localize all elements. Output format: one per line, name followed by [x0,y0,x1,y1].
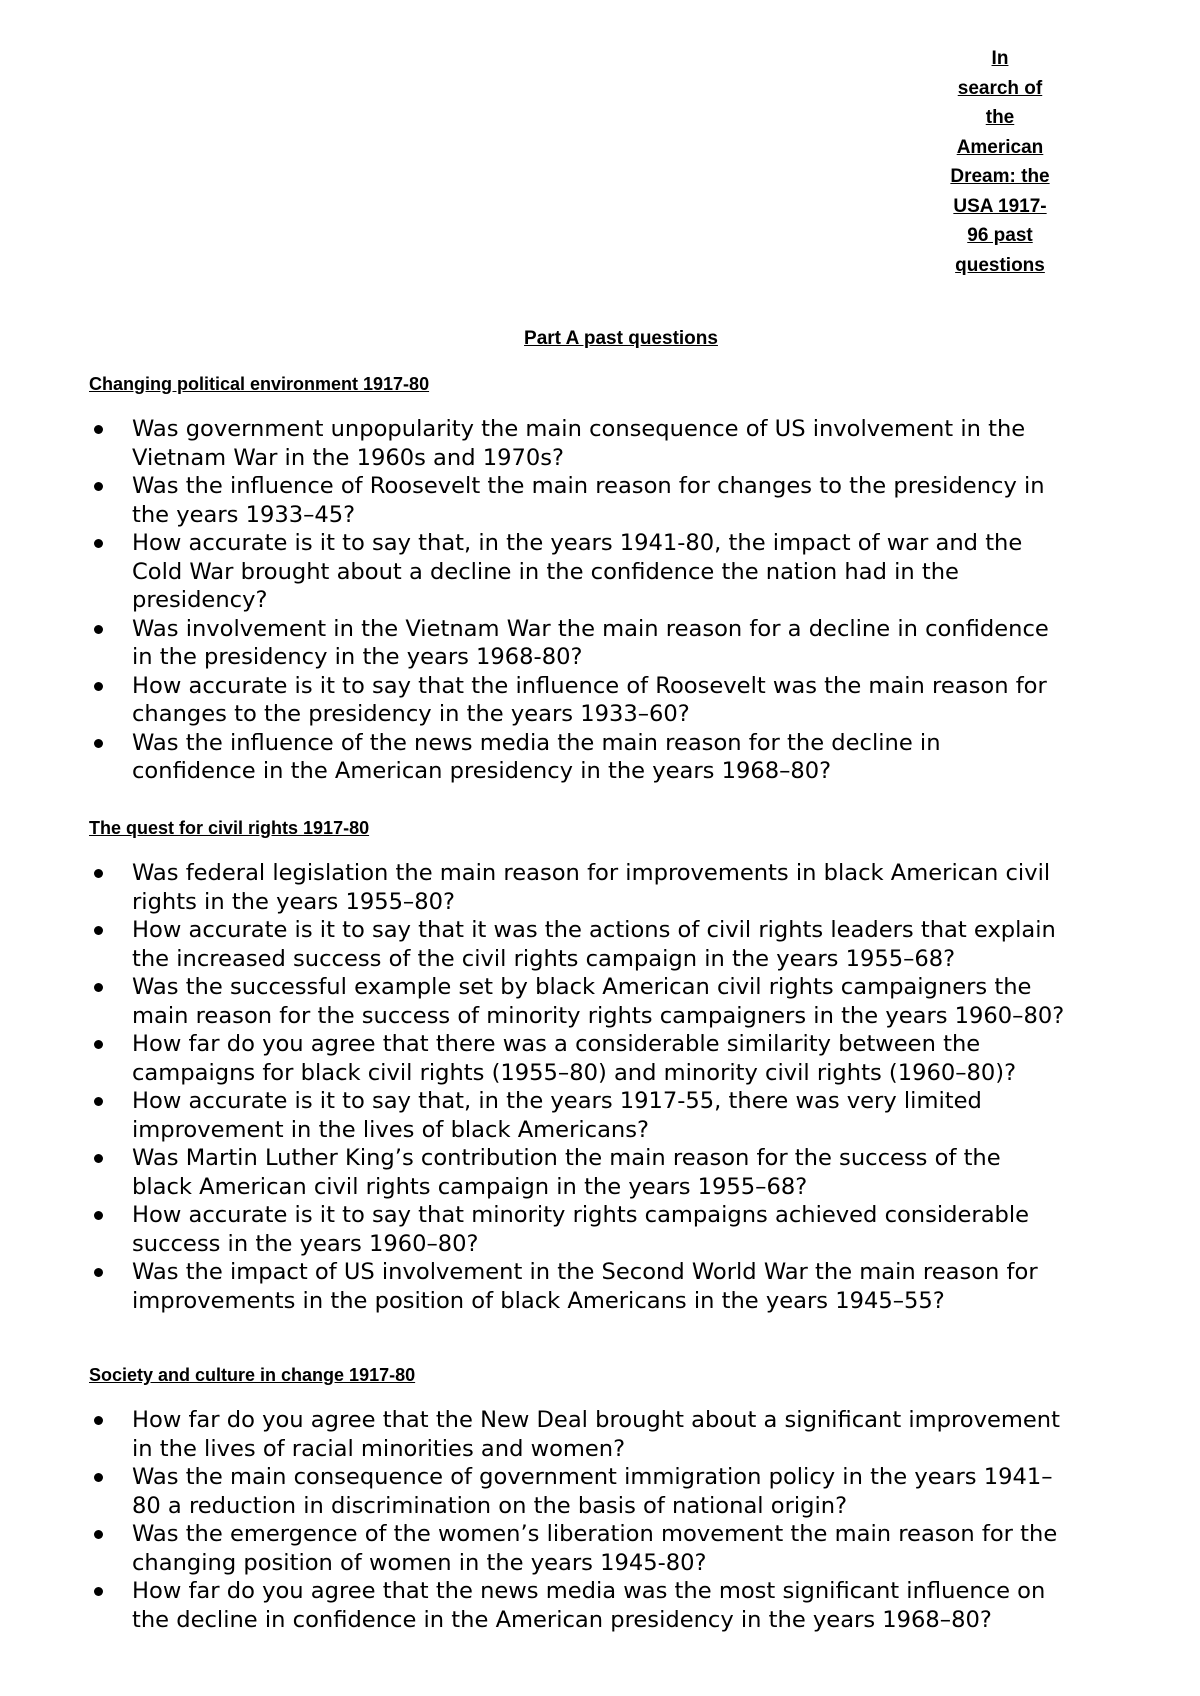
question-line: How accurate is it to say that minority rights campaigns achieved considerable [132,1202,1030,1228]
question-line: black American civil rights campaign in the years 1955–68? [132,1173,808,1200]
bullet-icon [94,869,103,878]
question-item [0,472,1180,529]
title-line: search of [957,77,1043,99]
title-line: American [956,136,1044,158]
question-line: Was the main consequence of government immigration policy in the years 1941– [132,1464,1053,1490]
question-list-political [0,415,1180,786]
question-item [0,859,1180,916]
question-line: improvement in the lives of black Americans? [132,1116,649,1143]
title-line: Dream: the [950,166,1050,187]
question-line: How accurate is it to say that it was the actions of civil rights leaders that explain [132,917,1056,943]
title-line: 96 past [967,225,1033,246]
title-line: USA 1917- [953,195,1047,217]
question-line: Cold War brought about a decline in the confidence the nation had in the [132,558,959,585]
question-line: Was federal legislation the main reason for improvements in black American civil [132,860,1051,886]
question-line: success in the years 1960–80? [132,1230,479,1257]
bullet-icon [94,1097,103,1106]
question-line: campaigns for black civil rights (1955–80) and minority civil rights (1960–80)? [132,1059,1017,1086]
question-item [0,1201,1180,1258]
question-item [0,1577,1180,1634]
bullet-icon [94,739,103,748]
bullet-icon [94,926,103,935]
bullet-icon [94,1587,103,1596]
question-line: Was the impact of US involvement in the Second World War the main reason for [132,1259,1038,1285]
question-item [0,916,1180,973]
bullet-icon [94,482,103,491]
question-line: the years 1933–45? [132,501,356,528]
question-line: main reason for the success of minority rights campaigners in the years 1960–80? [132,1002,1065,1029]
question-item [0,1463,1180,1520]
question-line: 80 a reduction in discrimination on the basis of national origin? [132,1492,848,1519]
question-line: rights in the years 1955–80? [132,888,455,915]
section-heading-political: Changing political environment 1917-80 [89,374,430,394]
question-line: the decline in confidence in the American presidency in the years 1968–80? [132,1606,992,1633]
bullet-icon [94,1416,103,1425]
question-line: How far do you agree that the news media was the most significant influence on [132,1578,1046,1604]
section-heading-civil-rights: The quest for civil rights 1917-80 [89,818,370,838]
question-item [0,529,1180,615]
bullet-icon [94,539,103,548]
question-line: confidence in the American presidency in the years 1968–80? [132,758,832,784]
part-heading: Part A past questions [524,328,718,349]
question-line: Vietnam War in the 1960s and 1970s? [132,444,565,471]
question-line: Was the successful example set by black American civil rights campaigners the [132,974,1032,1000]
document-title [940,44,1060,280]
bullet-icon [94,1268,103,1277]
question-line: Was the influence of Roosevelt the main reason for changes to the presidency in [132,473,1045,499]
question-item [0,415,1180,472]
question-item [0,729,1180,786]
title-line: In [991,48,1009,69]
bullet-icon [94,1040,103,1049]
bullet-icon [94,625,103,634]
question-item [0,1030,1180,1087]
question-item [0,615,1180,672]
question-item [0,1520,1180,1577]
question-list-society [0,1406,1180,1634]
question-line: Was involvement in the Vietnam War the main reason for a decline in confidence [132,615,1049,642]
question-line: How accurate is it to say that, in the years 1917-55, there was very limited [132,1088,982,1114]
bullet-icon [94,1530,103,1539]
question-line: changing position of women in the years 1945-80? [132,1549,707,1576]
question-list-civil-rights [0,859,1180,1315]
question-line: changes to the presidency in the years 1933–60? [132,701,690,727]
question-line: the increased success of the civil rights campaign in the years 1955–68? [132,945,956,972]
bullet-icon [94,983,103,992]
question-line: presidency? [132,587,268,613]
question-item [0,1144,1180,1201]
question-item [0,1258,1180,1315]
question-line: How accurate is it to say that the influence of Roosevelt was the main reason for [132,672,1047,699]
bullet-icon [94,425,103,434]
question-line: How accurate is it to say that, in the years 1941-80, the impact of war and the [132,530,1023,556]
question-line: in the presidency in the years 1968-80? [132,644,583,670]
question-line: in the lives of racial minorities and women? [132,1435,626,1462]
question-line: Was Martin Luther King’s contribution the main reason for the success of the [132,1145,1001,1171]
bullet-icon [94,1211,103,1220]
question-line: Was the influence of the news media the main reason for the decline in [132,729,941,756]
section-heading-society: Society and culture in change 1917-80 [89,1365,416,1385]
question-line: How far do you agree that there was a considerable similarity between the [132,1031,981,1057]
question-item [0,1087,1180,1144]
bullet-icon [94,1154,103,1163]
question-item [0,973,1180,1030]
question-item [0,1406,1180,1463]
title-line: questions [955,254,1045,276]
bullet-icon [94,1473,103,1482]
question-line: Was government unpopularity the main consequence of US involvement in the [132,416,1026,442]
question-item [0,672,1180,729]
bullet-icon [94,682,103,691]
question-line: improvements in the position of black Americans in the years 1945–55? [132,1287,945,1314]
question-line: How far do you agree that the New Deal brought about a significant improvement [132,1407,1060,1433]
question-line: Was the emergence of the women’s liberation movement the main reason for the [132,1521,1058,1547]
title-line: the [985,107,1015,128]
